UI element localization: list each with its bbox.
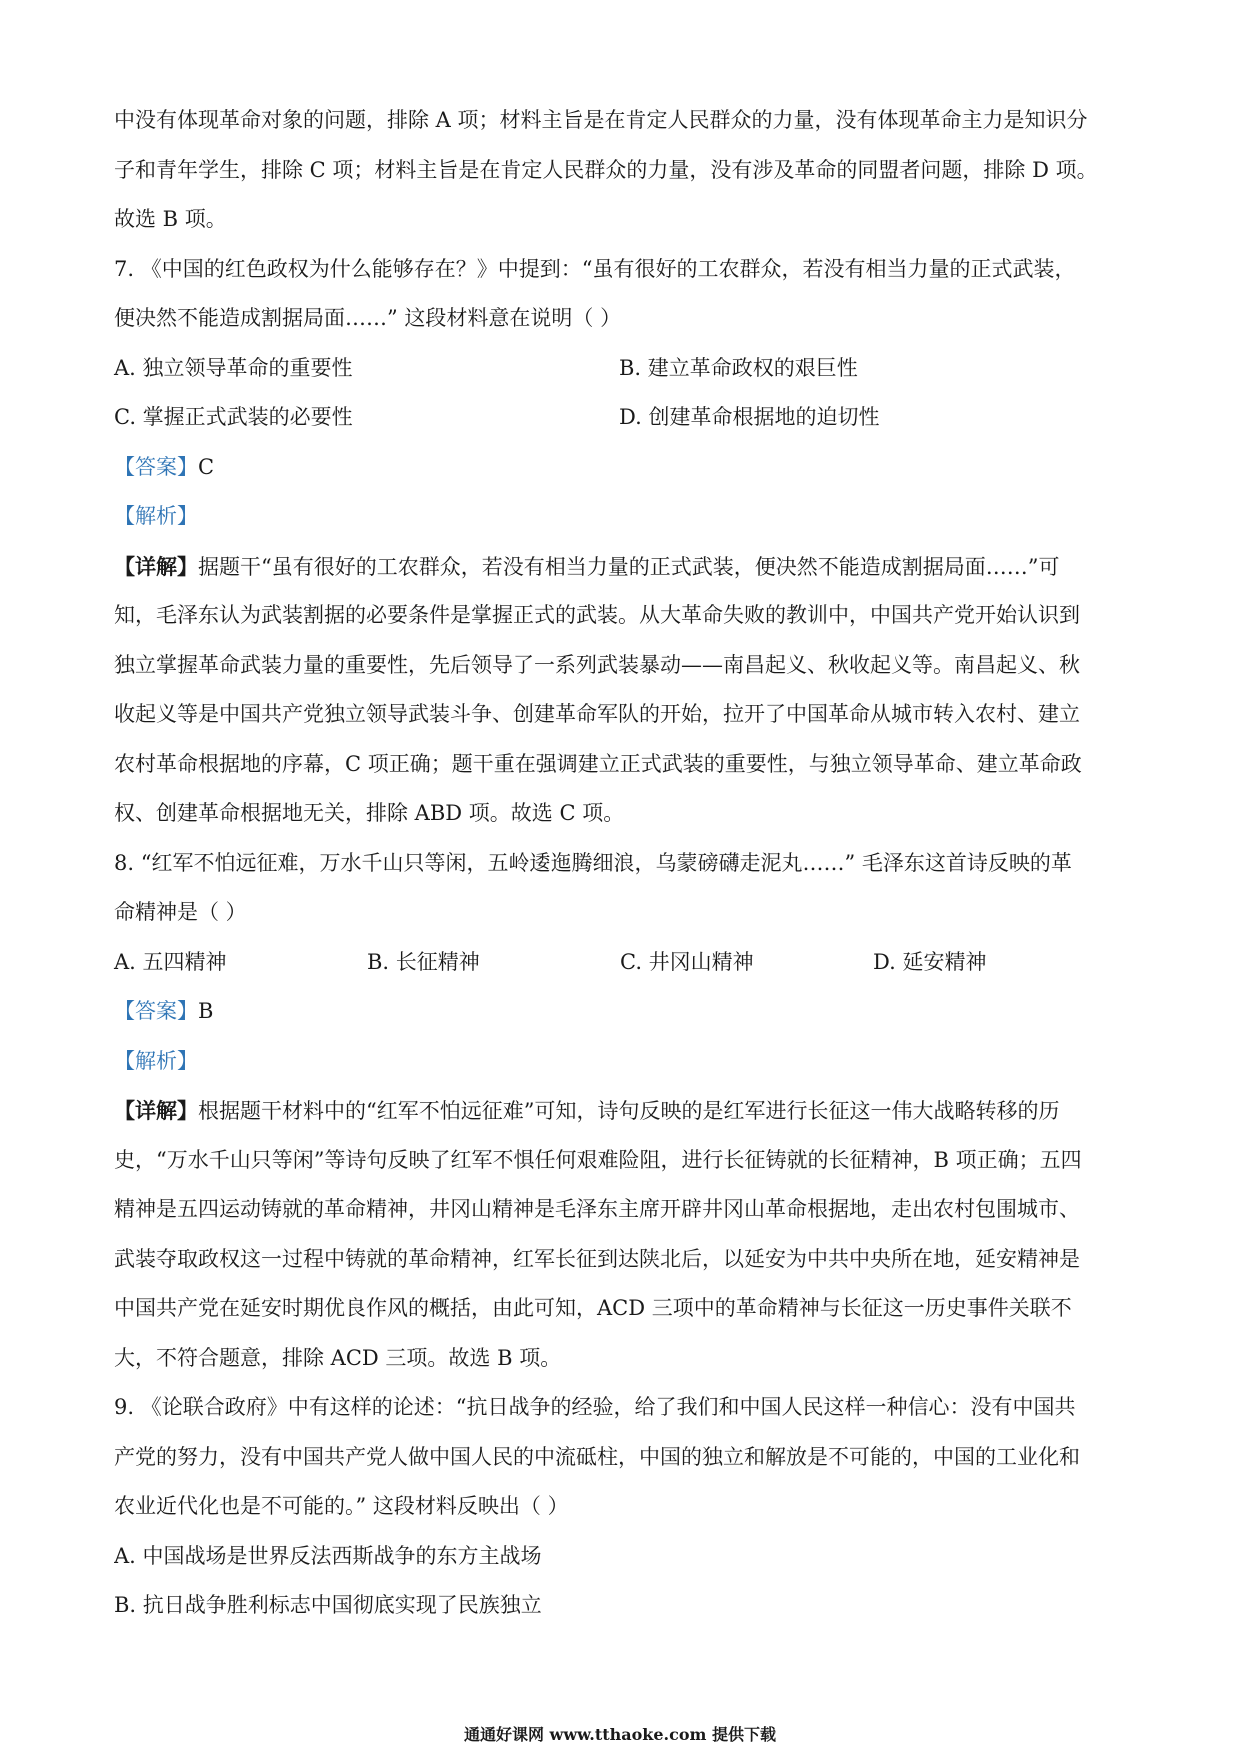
option-a: A. 中国战场是世界反法西斯战争的东方主战场 [114,1543,542,1568]
detail-line [114,1086,1124,1136]
detail-line: 权、创建革命根据地无关，排除 ABD 项。故选 C 项。 [114,801,625,825]
option-a: A. 五四精神 [114,949,227,974]
document-body [114,96,1124,1631]
detail-line: 中国共产党在延安时期优良作风的概括，由此可知，ACD 三项中的革命精神与长征这一历史事件关联不 [114,1296,1072,1320]
question-stem-line: 7. 《中国的红色政权为什么能够存在？》中提到：“虽有很好的工农群众，若没有相当力量的正式武装， [114,256,1076,281]
option-d: D. 创建革命根据地的迫切性 [619,405,880,429]
detail-line: 知，毛泽东认为武装割据的必要条件是掌握正式的武装。从大革命失败的教训中，中国共产党开始认识到 [114,603,1080,627]
answer-value: C [198,454,215,479]
question-8 [114,839,1124,1384]
options-row [114,938,1124,988]
detail-tag: 【详解】 [114,553,198,579]
detail-line: 收起义等是中国共产党独立领导武装斗争、创建革命军队的开始，拉开了中国革命从城市转入农村、建立 [114,702,1080,726]
detail-text: 据题干“虽有很好的工农群众，若没有相当力量的正式武装，便决然不能造成割据局面……”可 [198,554,1060,579]
analysis-line [114,492,1124,542]
option-c: C. 掌握正式武装的必要性 [114,405,353,429]
detail-text: 根据题干材料中的“红军不怕远征难”可知，诗句反映的是红军进行长征这一伟大战略转移的历 [198,1099,1060,1123]
option-a: A. 独立领导革命的重要性 [114,355,353,380]
option-b: B. 长征精神 [367,949,480,974]
intro-paragraph [114,96,1124,245]
question-stem-line: 农业近代化也是不可能的。” 这段材料反映出（ ） [114,1494,569,1518]
answer-tag: 【答案】 [114,454,198,479]
analysis-tag: 【解析】 [114,1048,198,1073]
detail-line: 史，“万水千山只等闲”等诗句反映了红军不惧任何艰难险阻，进行长征铸就的长征精神，B 项正确；五四 [114,1147,1082,1172]
text-line: 子和青年学生，排除 C 项；材料主旨是在肯定人民群众的力量，没有涉及革命的同盟者问题，排除 D 项。 [114,157,1098,182]
options-row [114,393,1124,443]
detail-paragraph [114,542,1124,839]
answer-line [114,987,1124,1037]
detail-line: 独立掌握革命武装力量的重要性，先后领导了一系列武装暴动——南昌起义、秋收起义等。南昌起义、秋 [114,652,1080,677]
question-stem-line: 8. “红军不怕远征难，万水千山只等闲，五岭逶迤腾细浪，乌蒙磅礴走泥丸……” 毛泽东这首诗反映的革 [114,850,1072,875]
option-b: B. 建立革命政权的艰巨性 [619,355,858,380]
detail-line: 大，不符合题意，排除 ACD 三项。故选 B 项。 [114,1345,562,1370]
question-stem-line: 9. 《论联合政府》中有这样的论述：“抗日战争的经验，给了我们和中国人民这样一种信心：没有中国共 [114,1395,1076,1419]
question-stem-line: 产党的努力，没有中国共产党人做中国人民的中流砥柱，中国的独立和解放是不可能的，中国的工业化和 [114,1444,1080,1469]
detail-line [114,542,1124,592]
question-9 [114,1383,1124,1631]
option-c: C. 井冈山精神 [620,949,754,974]
question-stem-line: 命精神是（ ） [114,900,247,924]
detail-line: 精神是五四运动铸就的革命精神，井冈山精神是毛泽东主席开辟井冈山革命根据地，走出农村包围城市、 [114,1197,1080,1221]
answer-tag: 【答案】 [114,999,198,1023]
question-stem-line: 便决然不能造成割据局面……” 这段材料意在说明（ ） [114,306,622,330]
detail-paragraph [114,1086,1124,1383]
analysis-line [114,1037,1124,1087]
answer-value: B [198,999,214,1023]
detail-tag: 【详解】 [114,1098,198,1123]
page-footer: 通通好课网 www.tthaoke.com 提供下载 [463,1725,777,1744]
options-row [114,344,1124,394]
option-b: B. 抗日战争胜利标志中国彻底实现了民族独立 [114,1593,542,1617]
text-line: 故选 B 项。 [114,207,227,231]
answer-line [114,443,1124,493]
detail-line: 农村革命根据地的序幕，C 项正确；题干重在强调建立正式武装的重要性，与独立领导革命、建立革命政 [114,751,1082,776]
analysis-tag: 【解析】 [114,504,198,528]
option-d: D. 延安精神 [873,949,987,974]
detail-line: 武装夺取政权这一过程中铸就的革命精神，红军长征到达陕北后，以延安为中共中央所在地，延安精神是 [114,1246,1080,1271]
question-7 [114,245,1124,839]
text-line: 中没有体现革命对象的问题，排除 A 项；材料主旨是在肯定人民群众的力量，没有体现革命主力是知识分 [114,108,1088,132]
